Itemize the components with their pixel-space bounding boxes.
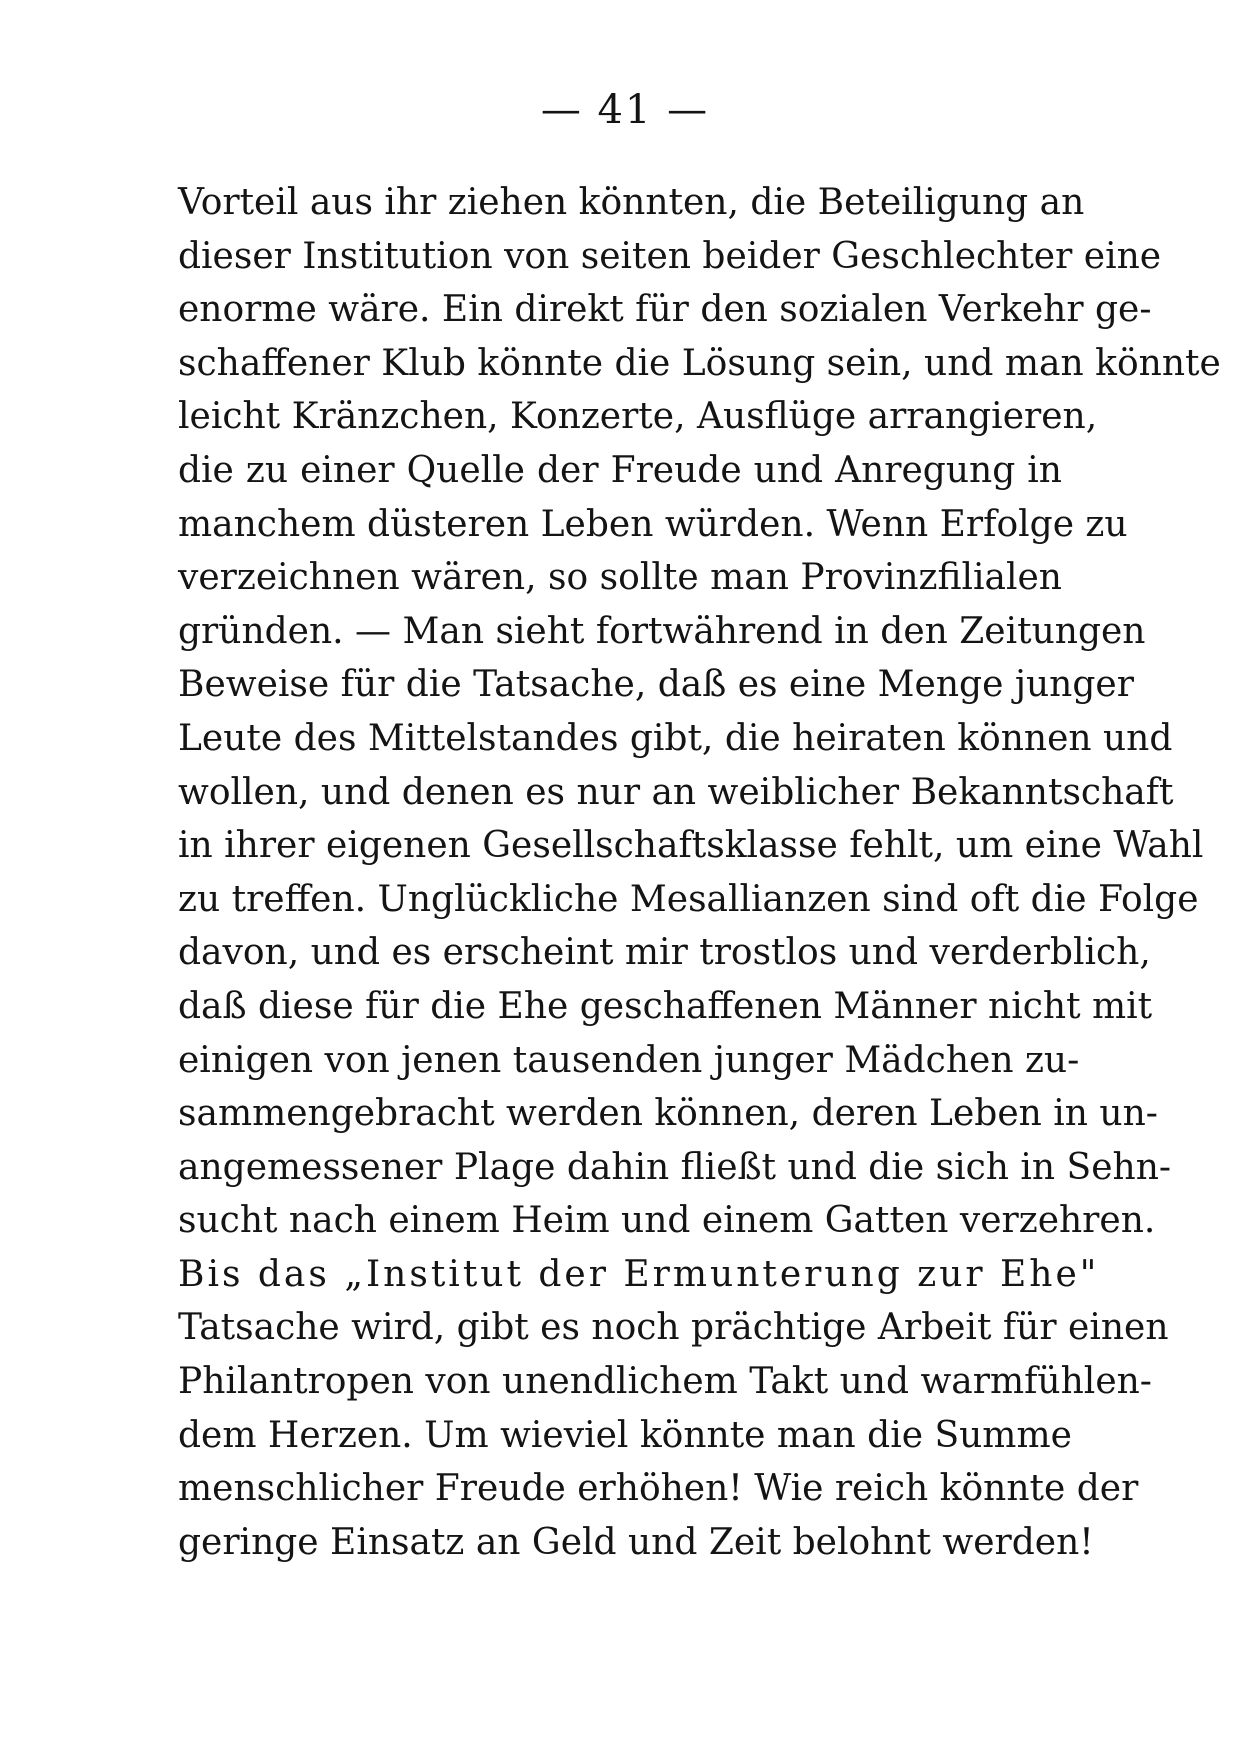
text-line: verzeichnen wären, so sollte man Provinzfilialen xyxy=(178,557,1062,599)
text-line: dem Herzen. Um wieviel könnte man die Summe xyxy=(178,1414,1072,1456)
text-line: sammengebracht werden können, deren Leben in un- xyxy=(178,1093,1158,1135)
text-line: leicht Kränzchen, Konzerte, Ausflüge arrangieren, xyxy=(178,396,1098,438)
text-line: davon, und es erscheint mir trostlos und verderblich, xyxy=(178,932,1151,974)
text-line: in ihrer eigenen Gesellschaftsklasse fehlt, um eine Wahl xyxy=(178,825,1204,867)
text-line: die zu einer Quelle der Freude und Anregung in xyxy=(178,449,1062,491)
page-number: — 41 — xyxy=(540,87,710,133)
text-line: gründen. — Man sieht fortwährend in den Zeitungen xyxy=(178,610,1146,652)
text-line: wollen, und denen es nur an weiblicher Bekanntschaft xyxy=(178,771,1174,813)
text-line: Leute des Mittelstandes gibt, die heiraten können und xyxy=(178,717,1173,759)
text-line: Vorteil aus ihr ziehen könnten, die Beteiligung an xyxy=(178,182,1085,223)
body-text xyxy=(178,176,1221,1569)
text-line: dieser Institution von seiten beider Geschlechter eine xyxy=(178,235,1162,277)
text-line: sucht nach einem Heim und einem Gatten verzehren. xyxy=(178,1200,1156,1242)
text-line: Beweise für die Tatsache, daß es eine Menge junger xyxy=(178,664,1134,706)
text-line: menschlicher Freude erhöhen! Wie reich könnte der xyxy=(178,1468,1139,1510)
text-line: Bis das „Institut der Ermunterung zur Ehe" xyxy=(178,1253,1100,1295)
text-line: geringe Einsatz an Geld und Zeit belohnt werden! xyxy=(178,1521,1094,1563)
text-line: Tatsache wird, gibt es noch prächtige Arbeit für einen xyxy=(178,1307,1169,1349)
text-line: Philantropen von unendlichem Takt und warmfühlen- xyxy=(178,1361,1152,1403)
text-line: einigen von jenen tausenden junger Mädchen zu- xyxy=(178,1039,1080,1081)
text-line: schaffener Klub könnte die Lösung sein, und man könnte xyxy=(178,342,1221,384)
text-line: zu treffen. Unglückliche Mesallianzen sind oft die Folge xyxy=(178,878,1199,920)
text-line: angemessener Plage dahin fließt und die sich in Sehn- xyxy=(178,1146,1172,1188)
text-line: manchem düsteren Leben würden. Wenn Erfolge zu xyxy=(178,503,1128,545)
text-line: enorme wäre. Ein direkt für den sozialen Verkehr ge- xyxy=(178,289,1152,331)
text-line: daß diese für die Ehe geschaffenen Männer nicht mit xyxy=(178,985,1153,1027)
